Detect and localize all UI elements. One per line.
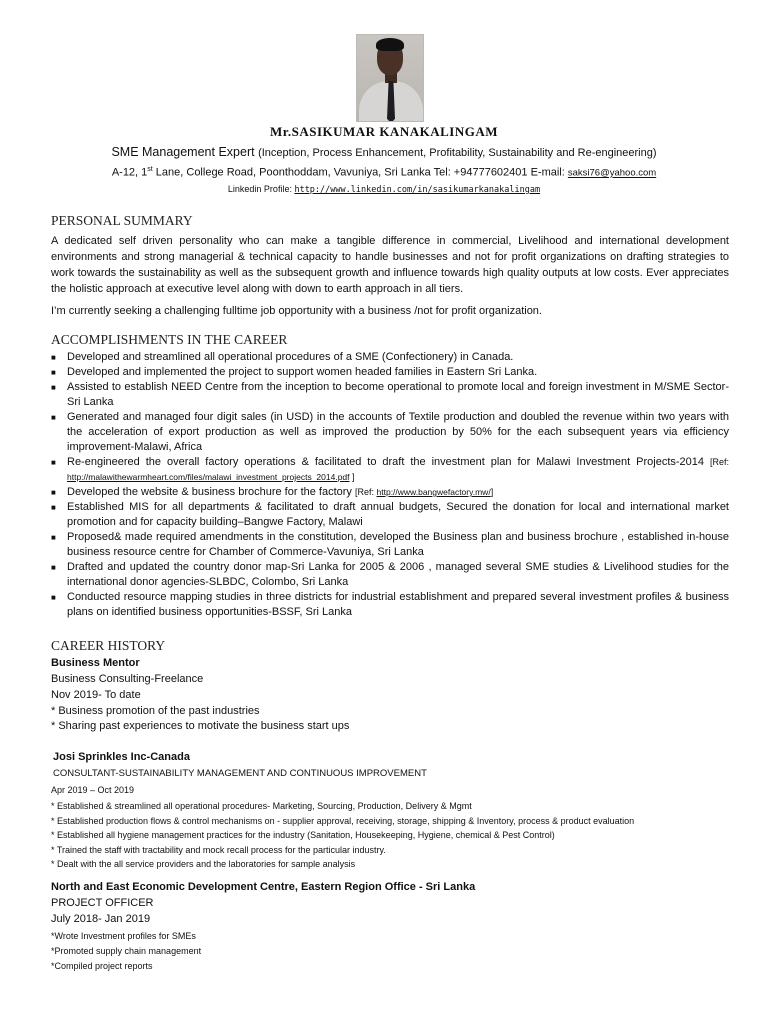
reference: [Ref: http://malawithewarmheart.com/files/malawi_investment_projects_2014.pdf ] <box>67 457 729 482</box>
linkedin-line <box>0 184 768 195</box>
job-title: Business Mentor <box>51 657 140 669</box>
professional-title <box>0 145 768 159</box>
malawi-investment-link[interactable]: http://malawithewarmheart.com/files/malawi_investment_projects_2014.pdf <box>67 472 350 482</box>
accomplishment-item: ■ Drafted and updated the country donor map-Sri Lanka for 2005 & 2006 , managed several SME studies & Livelihood studies for the international donor agencies-SLBDC, Colombo, Sri Lanka <box>51 561 729 588</box>
candidate-name: Mr.SASIKUMAR KANAKALINGAM <box>270 124 498 139</box>
bangwe-factory-link[interactable]: http://www.bangwefactory.mw/ <box>376 487 491 497</box>
accomplishment-item: ■ Developed and streamlined all operational procedures of a SME (Confectionery) in Canada. <box>51 351 514 363</box>
title-main: SME Management Expert <box>111 145 259 159</box>
job-dates: Nov 2019- To date <box>51 689 141 701</box>
company-name: Josi Sprinkles Inc-Canada <box>53 751 190 763</box>
linkedin-link[interactable]: http://www.linkedin.com/in/sasikumarkanakalingam <box>294 185 541 195</box>
job-duty: * Established all hygiene management practices for the industry (Sanitation, Housekeeping, Hygiene, chemical & Pest Control) <box>51 830 555 840</box>
accomplishment-item: ■ Assisted to establish NEED Centre from the inception to become operational to promote local and foreign investment in M/SME Sector-Sri Lanka <box>51 381 729 408</box>
job-duty: * Sharing past experiences to motivate the business start ups <box>51 720 350 732</box>
job-organization: Business Consulting-Freelance <box>51 673 204 685</box>
title-detail: (Inception, Process Enhancement, Profitability, Sustainability and Re-engineering) <box>258 147 657 159</box>
contact-line <box>0 166 768 179</box>
accomplishment-item: ■ Generated and managed four digit sales (in USD) in the accounts of Textile production and doubled the revenue within two years with the acceleration of export production as well as improved the production by 50% for the each subsequent years via efficiency improvement-Malawi, Africa <box>51 411 729 453</box>
accomplishments-heading: ACCOMPLISHMENTS IN THE CAREER <box>51 332 288 347</box>
accomplishment-item: ■ Developed and implemented the project to support women headed families in Eastern Sri Lanka. <box>51 366 538 378</box>
job-dates: July 2018- Jan 2019 <box>51 913 151 925</box>
job-duty: *Wrote Investment profiles for SMEs <box>51 931 196 941</box>
summary-paragraph: A dedicated self driven personality who can make a tangible difference in commercial, Livelihood and international development environments and strong managerial & technical capacity to handle businesses and not for profit organizations on drafting strategies to work towards the sustainability as well as the subsequent growth and influence towards high quality outputs at low costs. Ever appreciates the holistic approach at executive level along with down to earth approach in all tiers. <box>51 235 729 295</box>
email-link[interactable]: saksi76@yahoo.com <box>567 167 657 179</box>
accomplishment-item: ■ Conducted resource mapping studies in three districts for industrial establishment and prepared several investment profiles & business plans on identified business opportunities-BSSF, Sri Lanka <box>51 591 729 618</box>
profile-photo <box>356 34 424 122</box>
job-duty: * Dealt with the all service providers and the laboratories for sample analysis <box>51 859 356 869</box>
address-phone: Lane, College Road, Poonthoddam, Vavuniya, Sri Lanka Tel: +94777602401 E-mail: <box>152 166 568 179</box>
career-heading: CAREER HISTORY <box>51 638 166 653</box>
accomplishment-item: ■ Re-engineered the overall factory operations & facilitated to draft the investment plan for Malawi Investment Projects-2014 [Ref: http://malawithewarmheart.com/files/malawi_investment_projects_2014.pdf ] <box>51 456 729 482</box>
job-role: CONSULTANT-SUSTAINABILITY MANAGEMENT AND CONTINUOUS IMPROVEMENT <box>53 768 427 779</box>
job-dates: Apr 2019 – Oct 2019 <box>51 785 135 795</box>
job-duty: *Compiled project reports <box>51 961 153 971</box>
reference: [Ref: http://www.bangwefactory.mw/] <box>355 487 494 497</box>
company-name: North and East Economic Development Centre, Eastern Region Office - Sri Lanka <box>51 881 476 893</box>
job-duty: * Trained the staff with tractability and mock recall process for the particular industry. <box>51 845 386 855</box>
accomplishment-item: ■ Proposed& made required amendments in the constitution, developed the Business plan and business brochure , established in-house business resource centre for Chamber of Commerce-Vavuniya, Sri Lanka <box>51 531 729 558</box>
job-duty: * Established production flows & control mechanisms on - supplier approval, receiving, storage, shipping & Inventory, process & product evaluation <box>51 816 635 826</box>
address-superscript: st <box>147 166 153 173</box>
address: A-12, 1 <box>111 166 148 179</box>
job-duty: * Established & streamlined all operational procedures- Marketing, Sourcing, Production, Delivery & Mgmt <box>51 801 472 811</box>
accomplishments-list <box>51 350 729 620</box>
summary-seeking: I’m currently seeking a challenging fulltime job opportunity with a business /not for profit organization. <box>51 305 542 317</box>
accomplishment-item: ■ Developed the website & business brochure for the factory [Ref: http://www.bangwefactory.mw/] <box>51 486 494 498</box>
job-duty: * Business promotion of the past industries <box>51 705 260 717</box>
job-role: PROJECT OFFICER <box>51 897 154 909</box>
job-duty: *Promoted supply chain management <box>51 946 202 956</box>
summary-heading: PERSONAL SUMMARY <box>51 213 193 228</box>
accomplishment-item: ■ Established MIS for all departments & facilitated to draft annual budgets, Secured the donation for local and international market promotion and for capacity building–Bangwe Factory, Malawi <box>51 501 729 528</box>
linkedin-label: Linkedin Profile: <box>227 184 295 194</box>
